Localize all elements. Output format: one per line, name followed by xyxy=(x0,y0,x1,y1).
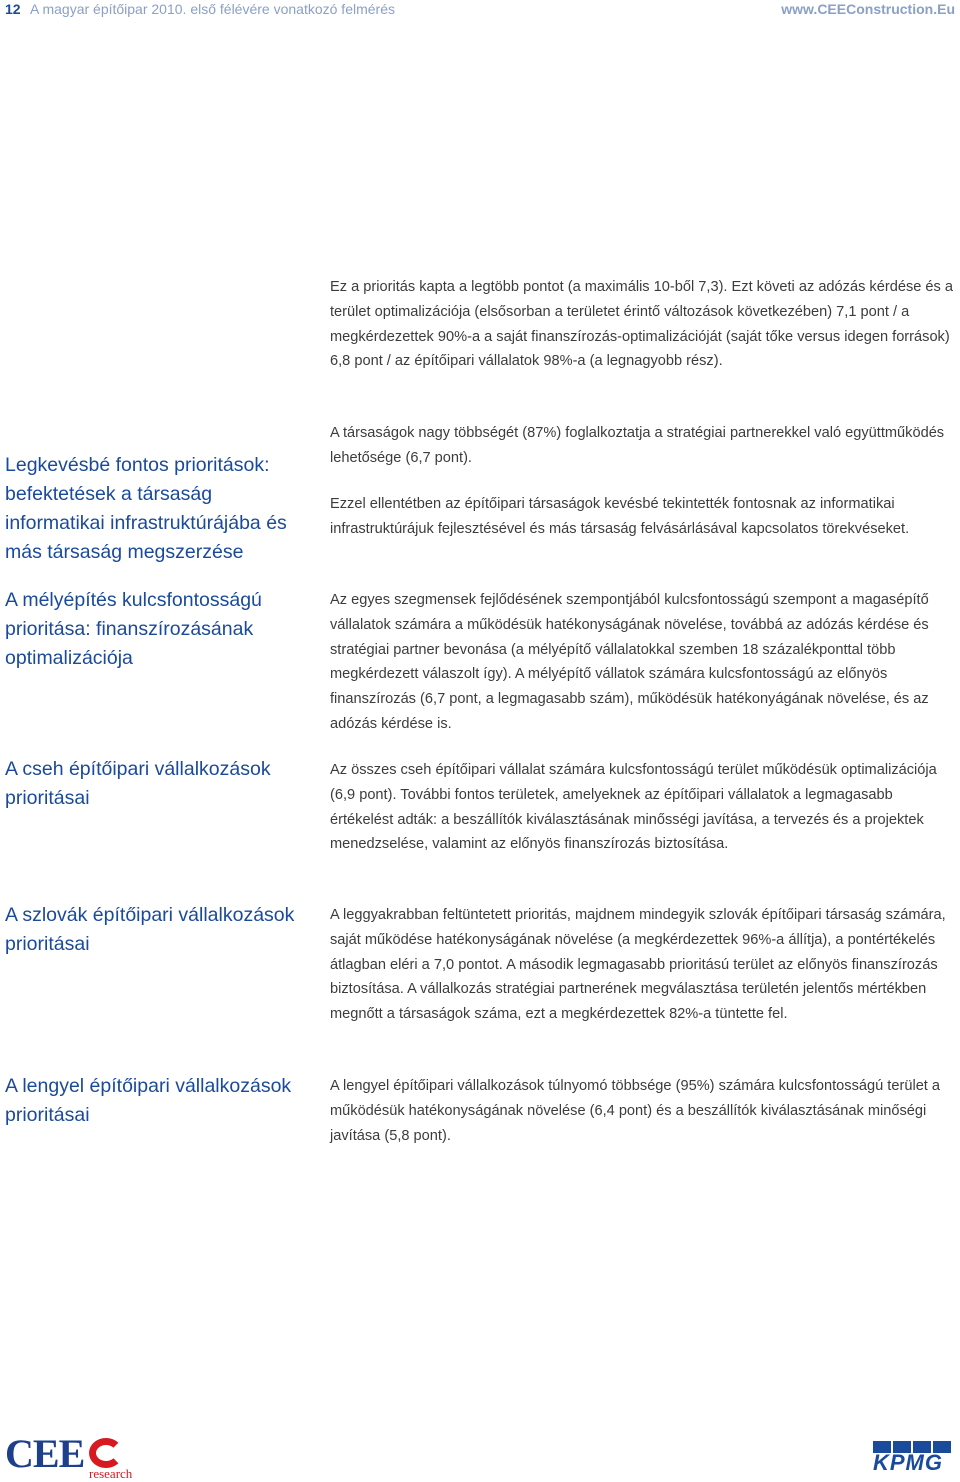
running-title: A magyar építőipar 2010. első félévére vonatkozó felmérés xyxy=(30,1,395,17)
side-heading-civil-engineering: A mélyépítés kulcsfontosságú prioritása: finanszírozásának optimalizációja xyxy=(5,589,262,669)
side-heading-polish: A lengyel építőipari vállalkozások prioritásai xyxy=(5,1075,292,1126)
cee-logo-text: CEE xyxy=(5,1431,85,1476)
paragraph-polish: A lengyel építőipari vállalkozások túlnyomó többsége (95%) számára kulcsfontosságú terület a működésük hatékonyságának növelése (6,4 pont) és a beszállítók kiválasztásának minőségi javítása (5,8 pont). xyxy=(330,1078,941,1144)
cee-arc-icon xyxy=(89,1438,123,1468)
page-header xyxy=(0,0,960,22)
cee-logo-subtitle: research xyxy=(89,1466,133,1481)
paragraph-least-important: Ezzel ellentétben az építőipari társaságok kevésbé tekintették fontosnak az informatikai infrastruktúrájuk fejlesztésével és más társaság felvásárlásával kapcsolatos törekvéseket. xyxy=(330,496,910,537)
side-heading-least-important: Legkevésbé fontos prioritások: befektetések a társaság informatikai infrastruktúrájába és más társaság megszerzése xyxy=(5,454,287,563)
paragraph-strategic-partners: A társaságok nagy többségét (87%) foglalkoztatja a stratégiai partnerekkel való együttműködés lehetősége (6,7 pont). xyxy=(330,425,945,466)
site-url[interactable]: www.CEEConstruction.Eu xyxy=(781,1,955,17)
kpmg-logo-text: KPMG xyxy=(873,1450,943,1475)
page-number: 12 xyxy=(5,1,21,17)
paragraph-czech: Az összes cseh építőipari vállalat számára kulcsfontosságú terület működésük optimalizációja (6,9 pont). További fontos területek, amelyeknek az építőipari vállalatok a legmagasabb értékelést adták: a beszállítók kiválasztásának minősségi javítása, a tervezés és a projektek menedzselése, valamint az előnyös finanszírozás biztosítása. xyxy=(330,762,937,853)
side-heading-czech: A cseh építőipari vállalkozások prioritásai xyxy=(5,758,271,809)
side-heading-slovak: A szlovák építőipari vállalkozások prioritásai xyxy=(5,904,295,955)
paragraph-slovak: A leggyakrabban feltüntetett prioritás, majdnem mindegyik szlovák építőipari társaság számára, saját működése hatékonyságának növelése (a megkérdezettek 96%-a állítja), a pontértékelés átlagban eléri a 7,0 pontot. A második legmagasabb prioritású terület az előnyös finanszírozás biztosítása. A vállalkozás stratégiai partnerének megválasztása területén jelentős mértékben megnőtt a társaságok száma, ezt a megkérdezettek 82%-a tüntette fel. xyxy=(330,907,946,1023)
cee-research-logo xyxy=(5,1432,155,1480)
paragraph-segments: Az egyes szegmensek fejlődésének szempontjából kulcsfontosságú szempont a magasépítő vállalatok számára a működésük hatékonyságának növelése, továbbá az adózás kérdése és stratégiai partner bevonása (a mélyépítő vállalatokkal szemben 18 százalékponttal több megkérdezett válaszolt így). A mélyépítő vállatok számára kulcsfontosságú az előnyös finanszírozás (6,7 pont, a legmagasabb szám), működésük hatékonyágának növelése, és az adózás kérdése is. xyxy=(330,592,929,732)
kpmg-logo xyxy=(873,1440,955,1474)
paragraph-top-priority: Ez a prioritás kapta a legtöbb pontot (a maximális 10-ből 7,3). Ezt követi az adózás kérdése és a terület optimalizációja (elsősorban a területet érintő változások következében) 7,1 pont / a megkérdezettek 90%-a a saját finanszírozás-optimalizációját (saját tőke versus idegen források) 6,8 pont / az építőipari vállalatok 98%-a (a legnagyobb rész). xyxy=(330,279,953,370)
